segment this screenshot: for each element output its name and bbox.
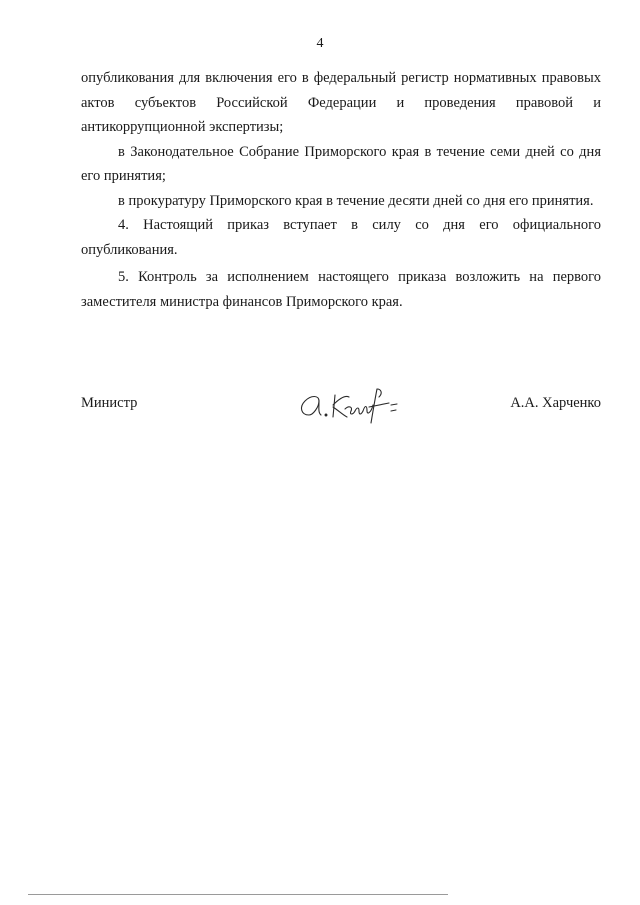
paragraph-continuation: опубликования для включения его в федеральный регистр нормативных правовых актов субъектов Российской Федерации и проведения правовой и антикоррупционной экспертизы;	[81, 70, 601, 135]
signature-block	[81, 393, 601, 423]
handwritten-signature	[293, 381, 413, 425]
page-number: 4	[316, 36, 324, 51]
footer-divider	[28, 894, 448, 895]
paragraph-legislative-assembly: в Законодательное Собрание Приморского края в течение семи дней со дня его принятия;	[81, 143, 601, 184]
paragraph-prosecutor: в прокуратуру Приморского края в течение десяти дней со дня его принятия.	[118, 192, 594, 209]
signatory-name: А.А. Харченко	[510, 395, 601, 411]
signatory-title: Министр	[81, 395, 138, 411]
paragraph-item-5: 5. Контроль за исполнением настоящего приказа возложить на первого заместителя министра финансов Приморского края.	[81, 269, 601, 310]
paragraph-item-4: 4. Настоящий приказ вступает в силу со дня его официального опубликования.	[81, 217, 601, 258]
document-body	[81, 66, 601, 314]
